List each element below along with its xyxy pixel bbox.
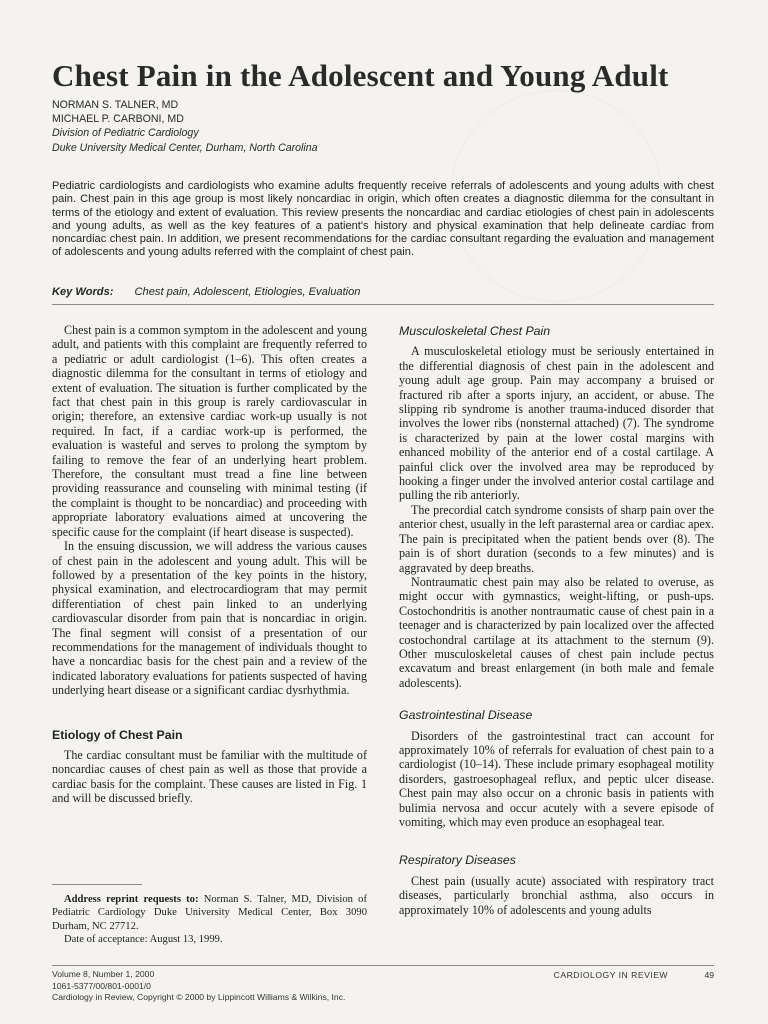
subsection-heading: Respiratory Diseases <box>399 853 516 868</box>
article-title: Chest Pain in the Adolescent and Young Adult <box>52 58 669 93</box>
header-divider <box>52 304 714 305</box>
footer-divider <box>52 965 714 966</box>
author-name: MICHAEL P. CARBONI, MD <box>52 113 184 126</box>
body-paragraph: Nontraumatic chest pain may also be related to overuse, as might occur with gymnastics, weight-lifting, or push-ups. Costochondritis is another nontraumatic cause of chest pain in a teenager and is characterized by pain localized over the affected costochondral cartilage at its attachment to the sternum (9). Other musculoskeletal causes of chest pain include pectus excavatum and breast enlargement (in both male and female adolescents). <box>399 574 714 690</box>
journal-name: CARDIOLOGY IN REVIEW <box>553 970 669 980</box>
keywords <box>52 286 714 298</box>
copyright-line: Cardiology in Review, Copyright © 2000 by Lippincott Williams & Wilkins, Inc. <box>52 992 346 1003</box>
footnote-divider <box>52 884 142 885</box>
footnote <box>52 893 367 947</box>
running-footer <box>554 970 714 980</box>
body-paragraph: A musculoskeletal etiology must be seriously entertained in the differential diagnosis of chest pain in the adolescent and young adult age group. Pain may accompany a bruised or fractured rib after a sports injury, an accident, or abuse. The slipping rib syndrome is another trauma-induced disorder that involves the lower ribs (nonsternal attached) (7). The syndrome is characterized by pain at the lower costal margins with enhanced mobility of the anterior end of a costal cartilage. A painful click over the involved area may be reproduced by hooking a finger under the involved anterior costal cartilage and pulling the rib anteriorly. <box>399 344 714 503</box>
reprint-label: Address reprint requests to: <box>64 894 199 905</box>
page-number: 49 <box>704 970 714 980</box>
subsection-heading: Gastrointestinal Disease <box>399 708 533 723</box>
acceptance-date: Date of acceptance: August 13, 1999. <box>64 934 223 946</box>
author-name: NORMAN S. TALNER, MD <box>52 99 179 111</box>
section-heading: Etiology of Chest Pain <box>52 727 183 742</box>
author-block <box>52 98 392 155</box>
body-paragraph: The cardiac consultant must be familiar with the multitude of noncardiac causes of chest pain as well as those that provide a cardiac basis for the complaint. These causes are listed in Fig. 1 and will be discussed briefly. <box>52 747 367 806</box>
subsection-heading: Musculoskeletal Chest Pain <box>399 324 551 338</box>
left-column <box>52 323 367 806</box>
body-paragraph: Chest pain (usually acute) associated with respiratory tract diseases, particularly bronchial asthma, also occurs in approximately 10% of adolescents and young adults <box>399 873 714 917</box>
abstract: Pediatric cardiologists and cardiologists who examine adults frequently receive referrals of adolescents and young adults with chest pain. Chest pain in this age group is most likely noncardiac in origin, which often creates a diagnostic dilemma for the consultant in terms of the etiology and extent of evaluation. This review presents the noncardiac and cardiac etiologies of chest pain in adolescents and young adults, as well as the key features of a patient's history and physical examination that help delineate cardiac from noncardiac chest pain. In addition, we present recommendations for the cardiac consultant regarding the evaluation and management of adolescents and young adults referred with the complaint of chest pain. <box>52 180 714 259</box>
reprint-text: Norman S. Talner, MD, Division of Pediatric Cardiology Duke University Medical Center, Box 3090 Durham, NC 27712. <box>52 894 367 932</box>
article-code: 1061-5377/00/801-0001/0 <box>52 980 151 991</box>
reprint-note <box>52 893 367 933</box>
body-paragraph: The precordial catch syndrome consists of sharp pain over the anterior chest, usually in the left parasternal area or cardiac apex. The pain is precipitated when the patient bends over (8). The pain is of short duration (seconds to a few minutes) and is aggravated by deep breaths. <box>399 502 714 575</box>
body-paragraph: In the ensuing discussion, we will address the various causes of chest pain in the adolescent and young adult. This will be followed by a presentation of the key points in the history, physical examination, and electrocardiogram that may permit differentiation of chest pain linked to an underlying cardiovascular disorder from pain that is noncardiac in origin. The final segment will consist of a presentation of our recommendations for the management of individuals thought to have a noncardiac basis for the chest pain and a review of the indicated laboratory evaluations for patients suspected of having underlying heart disease or a significant cardiac dysrhythmia. <box>52 539 367 698</box>
footer-citation <box>52 969 472 1004</box>
keywords-label: Key Words: <box>52 286 114 298</box>
body-paragraph: Disorders of the gastrointestinal tract can account for approximately 10% of referrals for evaluation of chest pain to a cardiologist (10–14). These include primary esophageal motility disorders, gastroesophageal reflux, and peptic ulcer disease. Chest pain may also occur on a chronic basis in patients with bulimia nervosa and occur acutely with a severe episode of vomiting, which may even produce an esophageal tear. <box>399 728 714 829</box>
right-column <box>399 324 714 917</box>
author-institution: Duke University Medical Center, Durham, North Carolina <box>52 141 318 154</box>
keywords-value: Chest pain, Adolescent, Etiologies, Evaluation <box>134 286 361 298</box>
author-division: Division of Pediatric Cardiology <box>52 127 199 140</box>
body-paragraph: Chest pain is a common symptom in the adolescent and young adult, and patients with this complaint are frequently referred to a pediatric or adult cardiologist (1–6). This often creates a diagnostic dilemma for the consultant in terms of etiology and extent of evaluation. The situation is further complicated by the fact that chest pain in this group is rarely cardiovascular in origin; therefore, an extensive cardiac work-up usually is not required. In fact, if a cardiac work-up is performed, the evaluation is wasteful and serves to prolong the symptom by failing to remove the fear of an underlying heart problem. Therefore, the consultant must tread a fine line between providing reassurance and counseling with minimal testing (if the complaint is thought to be noncardiac) and proceeding with appropriate laboratory evaluations aimed at uncovering the specific cause for the complaint (if heart disease is suspected). <box>52 323 367 539</box>
volume-info: Volume 8, Number 1, 2000 <box>52 969 155 979</box>
